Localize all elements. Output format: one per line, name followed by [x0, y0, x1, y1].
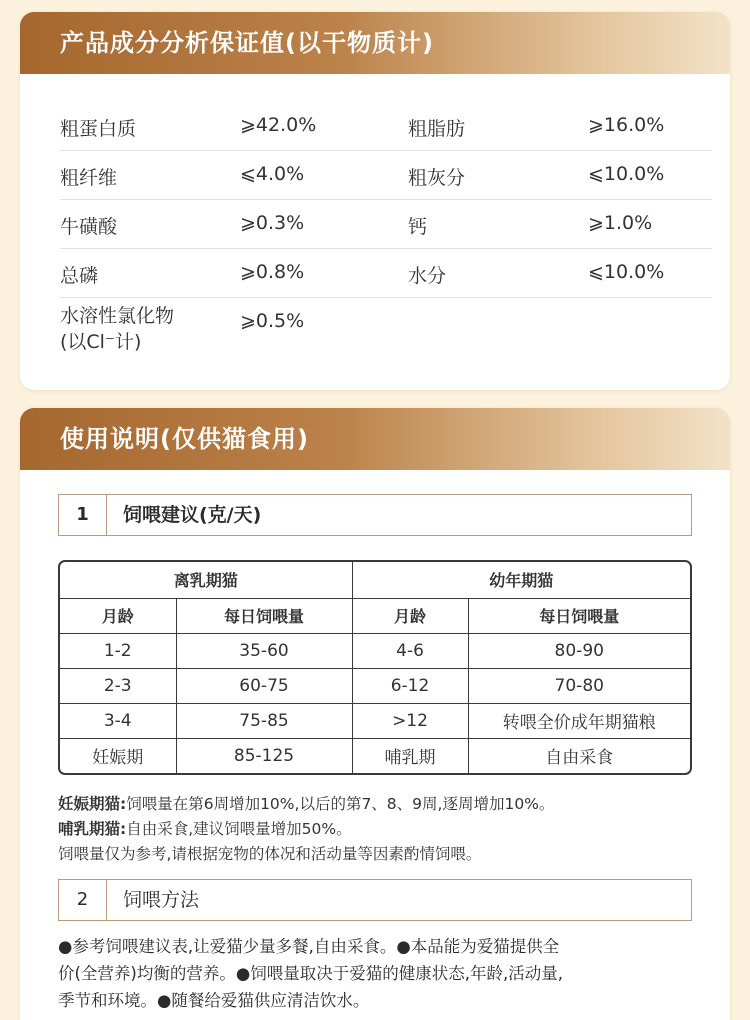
table-cell: 哺乳期: [352, 738, 468, 773]
table-cell: 80-90: [468, 633, 690, 668]
method-line: 价(全营养)均衡的营养。●饲喂量取决于爱猫的健康状态,年龄,活动量,: [58, 964, 564, 983]
table-cell: 妊娠期: [60, 738, 176, 773]
nutrition-row: [60, 200, 712, 249]
note-text: 自由采食,建议饲喂量增加50%。: [126, 820, 352, 838]
table-row: [60, 633, 690, 668]
table-row: [60, 703, 690, 738]
column-header: 月龄: [352, 598, 468, 633]
nutrition-card: [20, 12, 730, 390]
nutrition-header: 产品成分分析保证值(以干物质计): [20, 12, 730, 74]
table-group-row: [60, 562, 690, 598]
feeding-method-heading: [58, 879, 692, 921]
nutrition-row: [60, 298, 712, 358]
note-line: [58, 792, 554, 817]
note-line: [58, 817, 554, 842]
column-header: 每日饲喂量: [176, 598, 352, 633]
nutrient-name: 粗纤维: [60, 167, 118, 189]
nutrient-name: 钙: [408, 216, 428, 238]
column-header: 每日饲喂量: [468, 598, 690, 633]
feeding-table: [58, 560, 692, 775]
nutrient-name: 粗脂肪: [408, 118, 466, 140]
table-cell: 3-4: [60, 703, 176, 738]
group-header-weaning: 离乳期猫: [60, 562, 352, 598]
usage-card: [20, 408, 730, 1020]
section-title: 饲喂建议(克/天): [123, 504, 262, 526]
table-cell: 6-12: [352, 668, 468, 703]
nutrient-name: 粗蛋白质: [60, 118, 137, 140]
nutrient-name: 水分: [408, 265, 447, 287]
note-label: 哺乳期猫:: [58, 820, 127, 838]
section-number: 1: [59, 495, 107, 535]
note-text: 饲喂量在第6周增加10%,以后的第7、8、9周,逐周增加10%。: [126, 795, 555, 813]
nutrient-name: [60, 303, 174, 355]
method-line: ●参考饲喂建议表,让爱猫少量多餐,自由采食。●本品能为爱猫提供全: [58, 937, 560, 956]
feeding-notes: [58, 792, 554, 867]
table-header-row: [60, 598, 690, 633]
note-label: 妊娠期猫:: [58, 795, 127, 813]
nutrient-value: ⩽10.0%: [588, 261, 665, 283]
group-header-kitten: 幼年期猫: [352, 562, 690, 598]
table-row: [60, 668, 690, 703]
table-cell: 1-2: [60, 633, 176, 668]
nutrient-name-line: 水溶性氯化物: [60, 305, 175, 327]
section-title: 饲喂方法: [123, 889, 200, 911]
method-line: 季节和环境。●随餐给爱猫供应清洁饮水。: [58, 991, 370, 1010]
table-cell: 60-75: [176, 668, 352, 703]
nutrient-name: 牛磺酸: [60, 216, 118, 238]
nutrient-value: ⩽4.0%: [240, 163, 305, 185]
table-cell: 转喂全价成年期猫粮: [468, 703, 690, 738]
nutrition-grid: [60, 102, 712, 358]
feeding-advice-heading: [58, 494, 692, 536]
table-cell: 自由采食: [468, 738, 690, 773]
table-cell: 70-80: [468, 668, 690, 703]
nutrient-value: ⩾1.0%: [588, 212, 653, 234]
table-cell: 75-85: [176, 703, 352, 738]
nutrient-name-line: (以Cl⁻计): [60, 331, 142, 353]
nutrient-value: ⩾0.5%: [240, 310, 305, 332]
table-cell: 85-125: [176, 738, 352, 773]
nutrient-value: ⩾42.0%: [240, 114, 317, 136]
nutrient-name: 粗灰分: [408, 167, 466, 189]
section-number: 2: [59, 880, 107, 920]
table-row: [60, 738, 690, 773]
table-cell: >12: [352, 703, 468, 738]
nutrition-row: [60, 249, 712, 298]
nutrient-value: ⩾16.0%: [588, 114, 665, 136]
nutrition-row: [60, 102, 712, 151]
table-cell: 35-60: [176, 633, 352, 668]
usage-header: 使用说明(仅供猫食用): [20, 408, 730, 470]
nutrient-value: ⩽10.0%: [588, 163, 665, 185]
note-line: [58, 842, 554, 867]
nutrient-value: ⩾0.8%: [240, 261, 305, 283]
feeding-method-text: [58, 933, 698, 1014]
nutrition-row: [60, 151, 712, 200]
table-cell: 2-3: [60, 668, 176, 703]
nutrient-value: ⩾0.3%: [240, 212, 305, 234]
column-header: 月龄: [60, 598, 176, 633]
nutrient-name: 总磷: [60, 265, 99, 287]
table-cell: 4-6: [352, 633, 468, 668]
note-text: 饲喂量仅为参考,请根据宠物的体况和活动量等因素酌情饲喂。: [58, 845, 482, 863]
